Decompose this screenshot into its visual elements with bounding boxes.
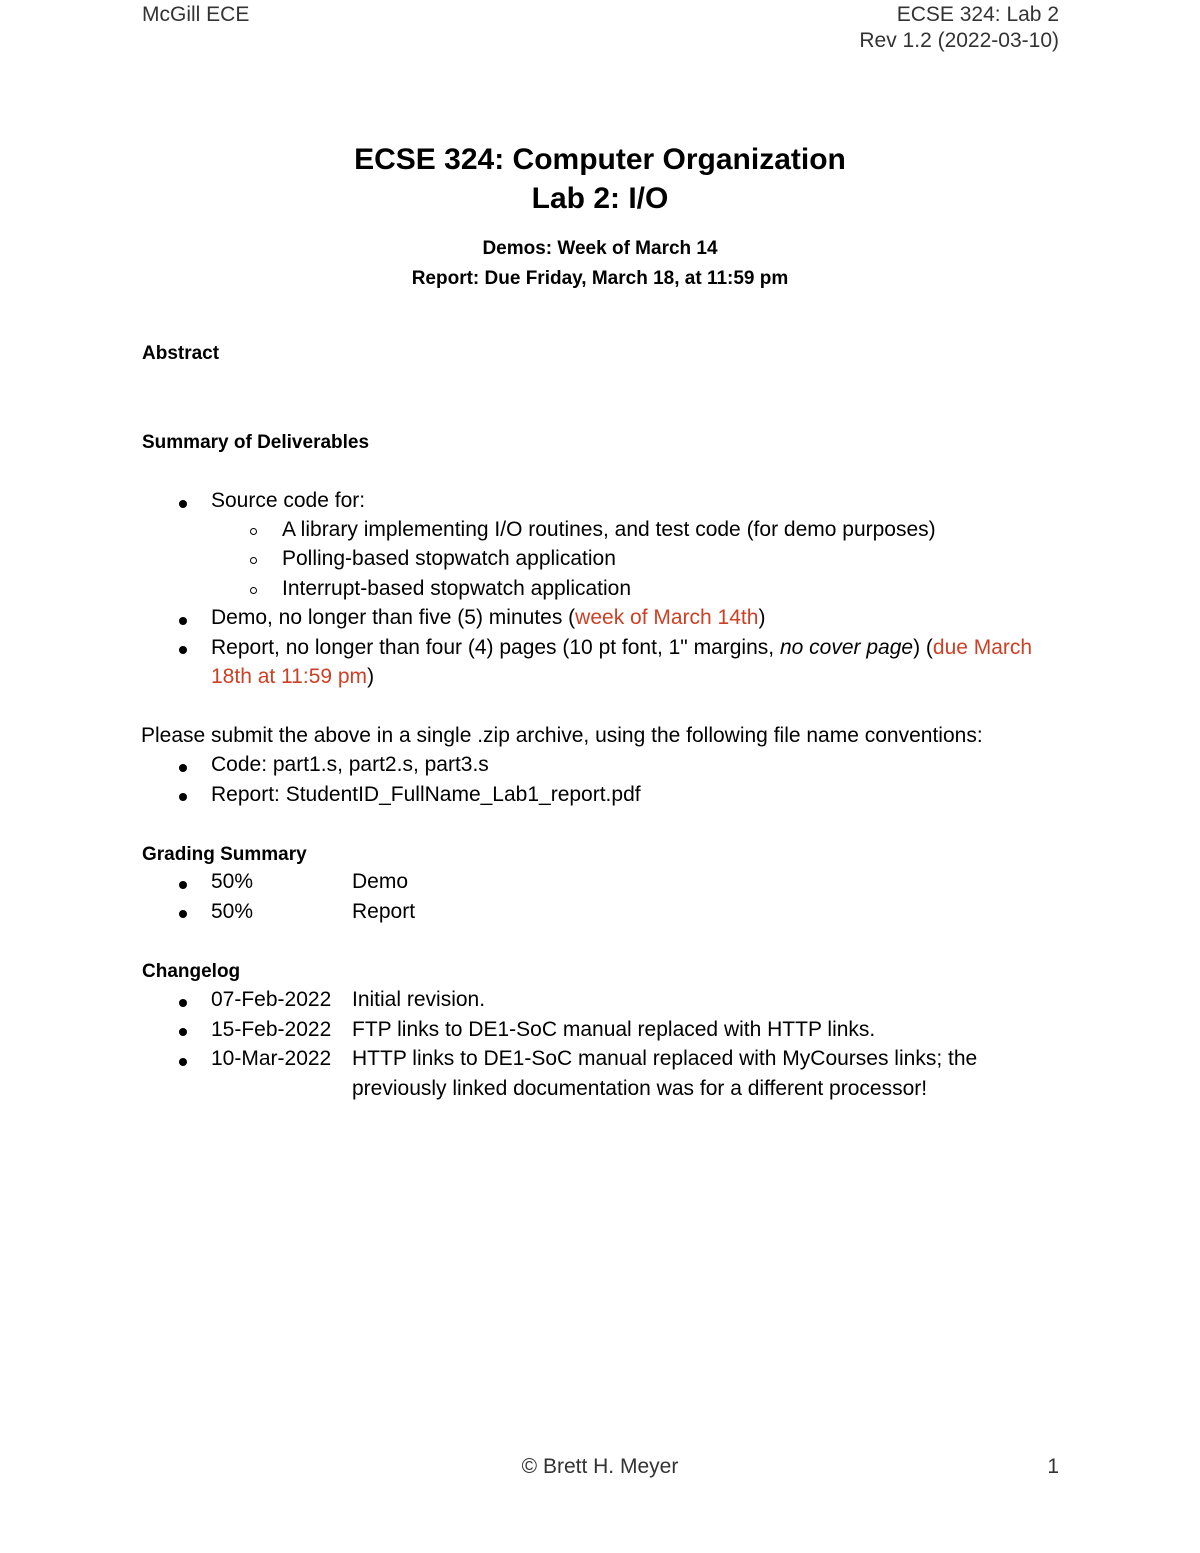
header-left: McGill ECE — [142, 3, 250, 26]
bullet-icon — [179, 793, 187, 801]
bullet-icon — [179, 500, 187, 508]
bullet-icon — [179, 617, 187, 625]
grading-report-label: Report — [352, 900, 416, 923]
report-date: Report: Due Friday, March 18, at 11:59 pm — [411, 268, 789, 289]
report-item-cont — [211, 665, 374, 689]
sub-item-interrupt: Interrupt-based stopwatch application — [282, 577, 632, 600]
changelog-text: FTP links to DE1-SoC manual replaced with HTTP links. — [352, 1018, 876, 1041]
header-course: ECSE 324: Lab 2 — [896, 3, 1059, 26]
submission-intro: Please submit the above in a single .zip archive, using the following file name conventions: — [141, 724, 983, 747]
submission-report: Report: StudentID_FullName_Lab1_report.pdf — [211, 783, 641, 806]
report-close: ) — [367, 665, 375, 688]
report-text: Report, no longer than four (4) pages (10 pt font, 1" margins, — [211, 636, 780, 659]
page-number: 1 — [1047, 1455, 1059, 1478]
changelog-date: 15-Feb-2022 — [211, 1018, 332, 1041]
demo-text: Demo, no longer than five (5) minutes ( — [211, 606, 576, 629]
report-no-cover: no cover page — [779, 636, 914, 659]
grading-heading: Grading Summary — [142, 844, 307, 865]
changelog-text-cont: previously linked documentation was for a different processor! — [352, 1077, 928, 1100]
report-mid: ) ( — [913, 636, 933, 659]
demo-item — [211, 606, 765, 630]
changelog-text: Initial revision. — [352, 988, 486, 1011]
sub-item-library: A library implementing I/O routines, and test code (for demo purposes) — [282, 518, 936, 541]
grading-report-pct: 50% — [211, 900, 254, 923]
bullet-icon — [179, 1028, 187, 1036]
header-revision: Rev 1.2 (2022-03-10) — [859, 29, 1059, 52]
sub-item-polling: Polling-based stopwatch application — [282, 547, 616, 570]
bullet-icon — [179, 910, 187, 918]
demo-close: ) — [758, 606, 766, 629]
abstract-heading: Abstract — [142, 343, 220, 364]
page-title: ECSE 324: Computer Organization — [354, 143, 846, 176]
deliverables-heading: Summary of Deliverables — [142, 432, 370, 453]
source-code-item: Source code for: — [211, 489, 366, 512]
submission-code: Code: part1.s, part2.s, part3.s — [211, 753, 489, 776]
changelog-date: 10-Mar-2022 — [211, 1047, 332, 1070]
circle-bullet-icon — [250, 528, 257, 535]
bullet-icon — [179, 881, 187, 889]
bullet-icon — [179, 999, 187, 1007]
page-subtitle: Lab 2: I/O — [531, 182, 669, 215]
report-due-date: due March — [932, 636, 1033, 659]
changelog-text: HTTP links to DE1-SoC manual replaced with MyCourses links; the — [352, 1047, 978, 1070]
bullet-icon — [179, 1058, 187, 1066]
demos-date: Demos: Week of March 14 — [482, 238, 718, 259]
bullet-icon — [179, 646, 187, 654]
grading-demo-pct: 50% — [211, 870, 254, 893]
changelog-heading: Changelog — [142, 961, 241, 982]
bullet-icon — [179, 764, 187, 772]
circle-bullet-icon — [250, 557, 257, 564]
demo-due-date: week of March 14th — [575, 606, 759, 629]
grading-demo-label: Demo — [352, 870, 409, 893]
report-due-time: 18th at 11:59 pm — [211, 665, 368, 688]
footer-copyright: © Brett H. Meyer — [521, 1455, 679, 1478]
report-item — [211, 636, 1032, 660]
circle-bullet-icon — [250, 587, 257, 594]
changelog-date: 07-Feb-2022 — [211, 988, 332, 1011]
